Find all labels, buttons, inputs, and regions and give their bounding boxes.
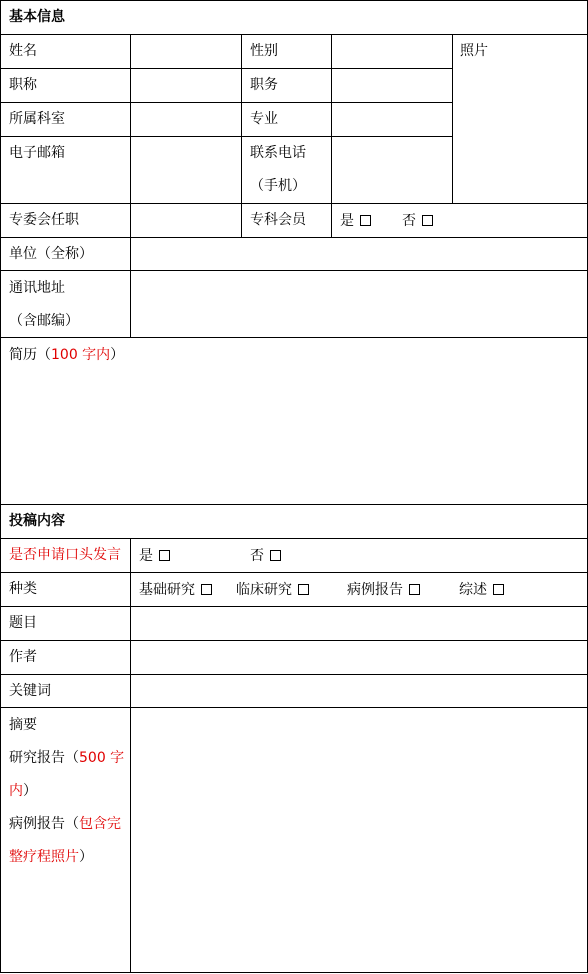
photo-field[interactable] xyxy=(453,35,587,203)
email-field[interactable] xyxy=(131,137,241,203)
specialty-label: 专业 xyxy=(250,111,278,127)
oral-no-checkbox[interactable] xyxy=(270,550,281,561)
specialty-field[interactable] xyxy=(332,103,452,136)
phone-label-line2: （手机） xyxy=(250,178,306,194)
case-report-note-a: 包含完 xyxy=(79,816,121,832)
address-label-line1: 通讯地址 xyxy=(9,280,65,296)
committee-role-field[interactable] xyxy=(131,204,241,237)
member-yes-option[interactable] xyxy=(340,211,371,231)
section-title-submission: 投稿内容 xyxy=(9,513,65,529)
unit-field[interactable] xyxy=(131,238,587,270)
address-label-line2: （含邮编） xyxy=(9,313,79,329)
title-label: 职称 xyxy=(9,77,37,93)
category-option-basic-research[interactable] xyxy=(139,580,212,600)
abstract-label: 摘要 xyxy=(9,717,37,733)
department-label: 所属科室 xyxy=(9,111,65,127)
research-report-limit-b: 内 xyxy=(9,783,23,799)
category-basic-research-checkbox[interactable] xyxy=(201,584,212,595)
category-label: 种类 xyxy=(9,581,37,597)
category-review-label: 综述 xyxy=(459,582,487,598)
category-basic-research-label: 基础研究 xyxy=(139,582,195,598)
keywords-field[interactable] xyxy=(131,675,587,707)
topic-label: 题目 xyxy=(9,615,37,631)
research-report-line1 xyxy=(9,748,124,768)
oral-yes-label: 是 xyxy=(139,548,153,564)
committee-role-label: 专委会任职 xyxy=(9,212,79,228)
member-no-checkbox[interactable] xyxy=(422,215,433,226)
resume-label-prefix: 简历（ xyxy=(9,347,51,363)
research-report-limit-a: 500 字 xyxy=(79,750,125,766)
category-review-checkbox[interactable] xyxy=(493,584,504,595)
keywords-label: 关键词 xyxy=(9,683,51,699)
category-clinical-research-label: 临床研究 xyxy=(236,582,292,598)
case-report-line1 xyxy=(9,814,121,834)
oral-no-option[interactable] xyxy=(250,546,281,566)
oral-yes-checkbox[interactable] xyxy=(159,550,170,561)
category-case-report-label: 病例报告 xyxy=(347,582,403,598)
name-field[interactable] xyxy=(131,35,241,68)
resume-label xyxy=(9,345,124,365)
oral-no-label: 否 xyxy=(250,548,264,564)
resume-label-suffix: ） xyxy=(110,347,125,363)
category-option-clinical-research[interactable] xyxy=(236,580,309,600)
author-label: 作者 xyxy=(9,649,37,665)
member-no-label: 否 xyxy=(402,213,416,229)
category-case-report-checkbox[interactable] xyxy=(409,584,420,595)
abstract-field[interactable] xyxy=(131,708,587,972)
case-report-note-b: 整疗程照片 xyxy=(9,849,79,865)
member-yes-checkbox[interactable] xyxy=(360,215,371,226)
case-report-suffix: ） xyxy=(79,849,93,865)
section-title-basic-info: 基本信息 xyxy=(9,9,65,25)
gender-label: 性别 xyxy=(250,43,278,59)
research-report-suffix: ） xyxy=(23,783,37,799)
category-clinical-research-checkbox[interactable] xyxy=(298,584,309,595)
gender-field[interactable] xyxy=(332,35,452,68)
member-label: 专科会员 xyxy=(250,212,306,228)
member-yes-label: 是 xyxy=(340,213,354,229)
name-label: 姓名 xyxy=(9,43,37,59)
category-option-review[interactable] xyxy=(459,580,504,600)
research-report-prefix: 研究报告（ xyxy=(9,750,79,766)
email-label: 电子邮箱 xyxy=(9,145,65,161)
department-field[interactable] xyxy=(131,103,241,136)
case-report-prefix: 病例报告（ xyxy=(9,816,79,832)
research-report-line2 xyxy=(9,781,37,801)
phone-label-line1: 联系电话 xyxy=(250,145,306,161)
position-label: 职务 xyxy=(250,77,278,93)
member-no-option[interactable] xyxy=(402,211,433,231)
unit-label: 单位（全称） xyxy=(9,246,93,262)
resume-limit: 100 字内 xyxy=(51,347,111,363)
position-field[interactable] xyxy=(332,69,452,102)
category-option-case-report[interactable] xyxy=(347,580,420,600)
author-field[interactable] xyxy=(131,641,587,674)
photo-label: 照片 xyxy=(460,43,488,59)
resume-field[interactable] xyxy=(1,368,587,504)
phone-field[interactable] xyxy=(332,137,452,203)
oral-presentation-label: 是否申请口头发言 xyxy=(9,547,121,563)
case-report-line2 xyxy=(9,847,93,867)
topic-field[interactable] xyxy=(131,607,587,640)
title-field[interactable] xyxy=(131,69,241,102)
oral-yes-option[interactable] xyxy=(139,546,170,566)
address-field[interactable] xyxy=(131,271,587,337)
